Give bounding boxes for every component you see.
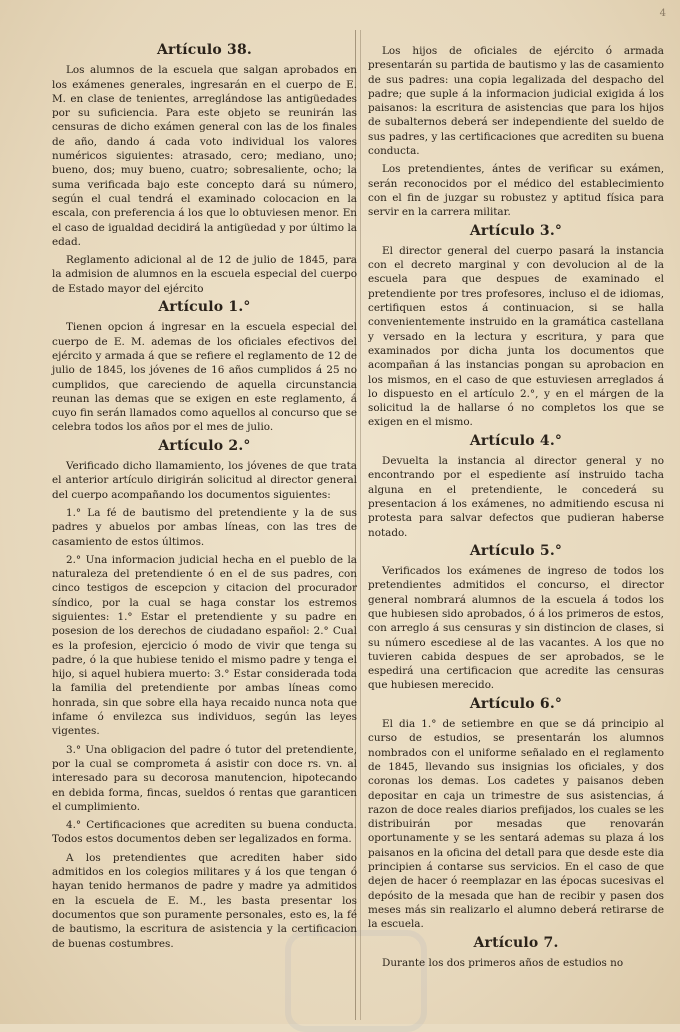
page-number: 4 bbox=[659, 8, 666, 19]
article-heading: Artículo 7. bbox=[473, 934, 559, 951]
article-heading: Artículo 1.° bbox=[158, 299, 251, 316]
paragraph: 3.° Una obligacion del padre ó tutor del pretendiente, por la cual se comprometa á asistir con doce rs. vn. al interesado para su decorosa manutencion, hipotecando en debida forma, fincas, sueldos ó rentas que garanticen el cumplimiento. bbox=[52, 743, 357, 813]
article-heading: Artículo 2.° bbox=[158, 437, 251, 454]
paragraph: 1.° La fé de bautismo del pretendiente y la de sus padres y abuelos por ambas líneas, con las tres de casamiento de estos últimos. bbox=[52, 506, 357, 548]
column-divider-secondary bbox=[360, 30, 361, 1020]
paragraph: Los pretendientes, ántes de verificar su exámen, serán reconocidos por el médico del establecimiento con el fin de juzgar su robustez y aptitud física para servir en la carrera militar. bbox=[368, 163, 664, 219]
article-heading: Artículo 5.° bbox=[469, 542, 563, 559]
paragraph: Durante los dos primeros años de estudios no bbox=[382, 956, 624, 969]
paragraph: El dia 1.° de setiembre en que se dá principio al curso de estudios, se presentarán los alumnos nombrados con el uniforme señalado en el reglamento de 1845, llevando sus insignias los oficiales, y dos coronas los demas. Los cadetes y paisanos deben depositar en caja un trimestre de sus asistencias, á razon de doce reales diarios prefijados, los cuales se les distribuirán por mesadas que renovarán oportunamente y se les sentará ademas su plaza á los paisanos en la oficina del detall para que desde este dia principien á contarse sus servicios. En el caso de que dejen de hacer ó reemplazar en las épocas sucesivas el depósito de la mesada que han de recibir y pasen dos meses más sin realizarlo el alumno deberá retirarse de la escuela. bbox=[368, 718, 664, 931]
paragraph: Devuelta la instancia al director general y no encontrando por el espediente así instruido tacha alguna en el pretendiente, le concederá su presentacion á los exámenes, no admitiendo escusa ni protesta para salvar defectos que pudieran haberse notado. bbox=[368, 455, 664, 539]
paragraph: Verificados los exámenes de ingreso de todos los pretendientes admitidos el concurso, el director general nombrará alumnos de la escuela á todos los que hubiesen sido aprobados, ó á los primeros de estos, con arreglo á sus censuras y sin distincion de clases, si su número escediese al de las vacantes. A los que no tuvieren cabida despues de ser aprobados, se le espedirá una certificacion que acredite las censuras que hubiesen merecido. bbox=[368, 565, 664, 692]
paragraph: 2.° Una informacion judicial hecha en el pueblo de la naturaleza del pretendiente ó en el de sus padres, con cinco testigos de escepcion y citacion del procurador síndico, por la cual se haga constar los estremos siguientes: 1.° Estar el pretendiente y su padre en posesion de los derechos de ciudadano español: 2.° Cual es la profesion, ejercicio ó modo de vivir que tenga su padre, ó la que hubiese tenido el mismo padre y tenga el hijo, si aquel hubiera muerto: 3.° Estar considerada toda la familia del pretendiente por ambas líneas como honrada, sin que sobre ella haya recaido nunca nota que infame ó envilezca sus individuos, según las leyes vigentes. bbox=[52, 553, 357, 738]
article-heading: Artículo 3.° bbox=[469, 222, 563, 239]
paragraph: Reglamento adicional al de 12 de julio de 1845, para la admision de alumnos en la escuela especial del cuerpo de Estado mayor del ejército bbox=[52, 254, 357, 295]
paragraph: Tienen opcion á ingresar en la escuela especial del cuerpo de E. M. ademas de los oficiales efectivos del ejército y armada á que se refiere el reglamento de 12 de julio de 1845, los jóvenes de 16 años cumplidos á 25 no cumplidos, que careciendo de aquella circunstancia reunan las demas que se exigen en este reglamento, á cuyo fin serán llamados como aquellos al concurso que se celebra todos los años por el mes de julio. bbox=[52, 321, 357, 434]
article-heading: Artículo 6.° bbox=[469, 695, 563, 712]
right-column bbox=[368, 44, 664, 974]
left-column bbox=[52, 40, 357, 955]
paragraph: Los alumnos de la escuela que salgan aprobados en los exámenes generales, ingresarán en el cuerpo de E. M. en clase de tenientes, arreglándose las antigüedades por su suficiencia. Para este objeto se reunirán las censuras de dicho exámen general con las de los finales de año, dando á cada voto individual los valores numéricos siguientes: atrasado, cero; mediano, uno; bueno, dos; muy bueno, cuatro; sobresaliente, ocho; la suma verificada bajo este concepto dará su número, según el cual tendrá el examinado colocacion en la escala, con preferencia á los que lo obtuviesen menor. En el caso de igualdad decidirá la antigüedad y por último la edad. bbox=[52, 64, 357, 248]
paragraph: 4.° Certificaciones que acrediten su buena conducta. Todos estos documentos deben ser legalizados en forma. bbox=[52, 819, 357, 846]
paragraph: A los pretendientes que acrediten haber sido admitidos en los colegios militares y á los que tengan ó hayan tenido hermanos de padre y madre ya admitidos en la escuela de E. M., les basta presentar los documentos que son puramente personales, esto es, la fé de bautismo, la escritura de asistencia y la certificacion de buenas costumbres. bbox=[52, 851, 357, 950]
article-heading: Artículo 38. bbox=[156, 42, 252, 58]
paragraph: Los hijos de oficiales de ejército ó armada presentarán su partida de bautismo y las de casamiento de sus padres: una copia legalizada del despacho del padre; que suple á la informacion judicial exigida á los paisanos: la escritura de asistencias que para los hijos de subalternos deberá ser independiente del sueldo de sus padres, y las certificaciones que acrediten su buena conducta. bbox=[368, 45, 664, 158]
paragraph: El director general del cuerpo pasará la instancia con el decreto marginal y con devolucion al de la escuela para que despues de examinado el pretendiente por tres profesores, incluso el de idiomas, certifiquen estos á continuacion, si se halla convenientemente instruido en la gramática castellana y versado en la lectura y escritura, y para que examinados por dicha junta los documentos que acompañan á las instancias pongan su aprobacion en los mismos, en el caso de que estuviesen arreglados á lo dispuesto en el artículo 2.°, y en el márgen de la solicitud la de hallarse ó no completos los que se exigen en el mismo. bbox=[368, 244, 664, 429]
article-heading: Artículo 4.° bbox=[469, 432, 563, 449]
paragraph: Verificado dicho llamamiento, los jóvenes de que trata el anterior artículo dirigirán solicitud al director general del cuerpo acompañando los documentos siguientes: bbox=[52, 460, 357, 501]
